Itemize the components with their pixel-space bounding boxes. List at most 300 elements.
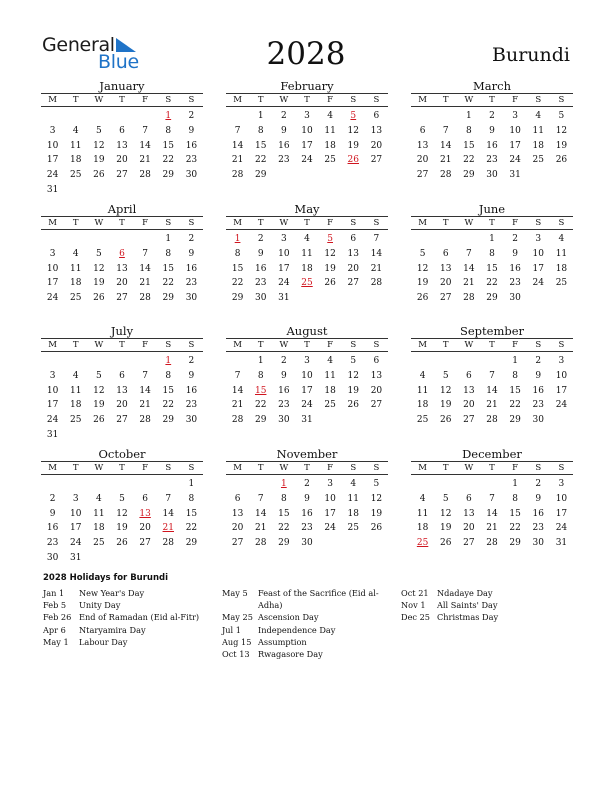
day-cell: 11	[324, 125, 336, 136]
day-cell: 3	[535, 234, 542, 244]
day-cell: 2	[188, 356, 195, 366]
day-cell: 31	[69, 552, 82, 563]
day-cell: 22	[162, 278, 174, 289]
weekday-label: T	[489, 463, 495, 473]
day-cell: 12	[347, 125, 359, 136]
day-cell: 11	[416, 385, 429, 396]
day-cell: 10	[324, 493, 336, 504]
day-cell: 7	[234, 125, 241, 136]
day-cell: 30	[185, 415, 198, 426]
day-cell: 20	[116, 400, 128, 411]
day-cell: 21	[231, 400, 244, 411]
day-cell: 21	[139, 400, 151, 411]
empty-cell	[434, 109, 457, 124]
day-cell: 11	[416, 508, 429, 519]
holiday-day-cell: 1	[234, 234, 241, 244]
day-cell: 7	[489, 370, 495, 381]
weekday-header	[41, 461, 203, 475]
day-cell: 25	[324, 400, 336, 411]
day-cell: 2	[188, 234, 195, 244]
empty-cell	[157, 477, 180, 492]
day-cell: 8	[512, 493, 518, 504]
day-cell: 10	[278, 248, 290, 259]
month-title: May	[294, 202, 320, 216]
holiday-day-cell: 1	[280, 479, 287, 489]
day-cell: 14	[139, 140, 151, 151]
day-cell: 28	[370, 278, 383, 289]
weekday-label: S	[165, 340, 172, 350]
holiday-date: Oct 21	[401, 588, 429, 598]
day-cell: 20	[370, 385, 383, 396]
day-cell: 29	[162, 415, 174, 426]
day-cell: 3	[280, 234, 287, 244]
weekday-label: T	[257, 340, 264, 350]
day-cell: 9	[49, 508, 56, 519]
weekday-label: W	[464, 218, 474, 228]
day-cell: 9	[489, 125, 495, 136]
day-cell: 14	[139, 385, 151, 396]
weekday-label: T	[304, 95, 310, 105]
day-cell: 4	[304, 234, 310, 244]
day-cell: 5	[419, 248, 426, 259]
day-cell: 17	[555, 508, 568, 519]
day-cell: 19	[93, 400, 105, 411]
weekday-label: W	[94, 340, 104, 350]
day-grid	[226, 475, 388, 551]
empty-cell	[134, 354, 157, 369]
day-cell: 10	[301, 125, 313, 136]
weekday-label: F	[327, 218, 334, 228]
holiday-day-cell: 5	[327, 234, 333, 244]
empty-cell	[411, 354, 434, 369]
weekday-label: S	[558, 218, 565, 228]
holiday-row	[222, 587, 379, 599]
day-cell: 9	[188, 125, 195, 136]
empty-cell	[457, 232, 480, 247]
day-cell: 18	[324, 140, 336, 151]
month-title: April	[107, 202, 137, 216]
day-cell: 21	[139, 155, 151, 166]
day-cell: 14	[254, 508, 267, 519]
day-cell: 26	[439, 415, 452, 426]
weekday-label: T	[257, 218, 264, 228]
day-cell: 4	[535, 111, 542, 121]
weekday-label: S	[165, 463, 172, 473]
day-cell: 8	[165, 370, 172, 381]
day-cell: 25	[69, 415, 82, 426]
day-cell: 19	[439, 400, 452, 411]
empty-cell	[434, 477, 457, 492]
weekday-label: M	[418, 95, 427, 105]
holiday-day-cell: 26	[347, 155, 359, 166]
day-cell: 20	[416, 155, 429, 166]
day-cell: 7	[142, 248, 148, 259]
day-cell: 24	[278, 278, 290, 289]
day-cell: 12	[116, 508, 128, 519]
day-cell: 14	[370, 248, 383, 259]
day-cell: 9	[280, 125, 287, 136]
day-cell: 29	[509, 538, 521, 549]
weekday-label: T	[304, 463, 310, 473]
day-cell: 6	[119, 125, 125, 136]
day-cell: 1	[165, 234, 172, 244]
day-cell: 19	[116, 523, 128, 534]
holiday-name: Christmas Day	[437, 612, 499, 623]
day-cell: 4	[327, 356, 333, 366]
holiday-date: Apr 6	[43, 624, 66, 635]
day-cell: 15	[162, 140, 174, 151]
day-cell: 19	[347, 385, 359, 396]
day-cell: 15	[486, 263, 498, 274]
day-cell: 14	[486, 508, 498, 519]
weekday-label: W	[464, 463, 474, 473]
day-cell: 23	[486, 155, 498, 166]
weekday-label: T	[72, 218, 79, 228]
empty-cell	[41, 232, 64, 247]
day-cell: 7	[142, 370, 148, 381]
day-cell: 16	[185, 385, 198, 396]
weekday-label: S	[373, 340, 380, 350]
day-cell: 16	[532, 385, 544, 396]
empty-cell	[249, 477, 272, 492]
day-cell: 23	[185, 278, 198, 289]
weekday-label: W	[279, 340, 289, 350]
day-cell: 2	[512, 234, 518, 244]
day-cell: 2	[280, 356, 287, 366]
day-cell: 8	[257, 125, 264, 136]
holiday-date: Feb 26	[43, 612, 72, 623]
day-cell: 6	[465, 493, 472, 504]
day-cell: 30	[509, 293, 521, 304]
day-cell: 5	[558, 111, 565, 121]
day-cell: 6	[465, 370, 472, 381]
day-cell: 17	[532, 263, 544, 274]
day-cell: 23	[301, 523, 313, 534]
day-cell: 16	[185, 140, 198, 151]
day-cell: 24	[301, 400, 313, 411]
weekday-label: M	[418, 463, 427, 473]
day-cell: 15	[185, 508, 198, 519]
weekday-label: S	[373, 218, 380, 228]
month-june	[411, 202, 573, 306]
weekday-label: T	[72, 95, 79, 105]
day-cell: 9	[535, 370, 542, 381]
weekday-label: M	[48, 463, 57, 473]
holiday-name: Rwagasore Day	[258, 649, 323, 660]
empty-cell	[457, 354, 480, 369]
day-cell: 1	[512, 356, 518, 366]
holiday-row	[222, 599, 379, 611]
day-cell: 15	[463, 140, 475, 151]
weekday-label: F	[512, 218, 519, 228]
weekday-label: T	[119, 218, 125, 228]
day-cell: 6	[234, 493, 241, 504]
holiday-day-cell: 15	[254, 385, 267, 396]
empty-cell	[134, 232, 157, 247]
day-cell: 28	[231, 170, 244, 181]
day-cell: 12	[324, 248, 336, 259]
holiday-day-cell: 1	[165, 356, 172, 366]
weekday-label: S	[350, 340, 357, 350]
day-cell: 19	[370, 508, 383, 519]
empty-cell	[134, 109, 157, 124]
day-cell: 21	[254, 523, 267, 534]
weekday-label: T	[442, 95, 449, 105]
weekday-label: S	[535, 95, 542, 105]
holiday-row	[222, 636, 379, 648]
day-cell: 11	[69, 385, 82, 396]
day-cell: 2	[489, 111, 495, 121]
holiday-date: May 25	[222, 612, 253, 623]
holiday-name: Feast of the Sacrifice (Eid al-	[258, 588, 379, 598]
holiday-row	[401, 599, 498, 611]
holiday-row	[43, 599, 199, 611]
holiday-date: Nov 1	[401, 600, 426, 611]
day-cell: 21	[486, 523, 498, 534]
day-cell: 19	[416, 278, 429, 289]
weekday-label: T	[489, 95, 495, 105]
month-title: October	[98, 447, 146, 461]
month-title: February	[280, 79, 334, 93]
day-cell: 24	[555, 400, 568, 411]
day-cell: 31	[555, 538, 568, 549]
day-cell: 6	[419, 125, 426, 136]
weekday-label: T	[119, 340, 125, 350]
weekday-label: W	[464, 340, 474, 350]
empty-cell	[110, 477, 133, 492]
day-cell: 6	[442, 248, 449, 259]
weekday-label: S	[350, 95, 357, 105]
day-cell: 16	[509, 263, 521, 274]
day-cell: 30	[254, 293, 267, 304]
weekday-header	[41, 216, 203, 230]
holiday-date: May 5	[222, 588, 248, 598]
month-title: March	[473, 79, 511, 93]
day-cell: 25	[555, 278, 568, 289]
weekday-label: M	[233, 218, 242, 228]
weekday-label: M	[233, 340, 242, 350]
holiday-name: Labour Day	[79, 636, 128, 647]
holiday-day-cell: 5	[350, 111, 357, 121]
day-cell: 2	[280, 111, 287, 121]
day-cell: 17	[324, 508, 336, 519]
weekday-header	[411, 93, 573, 107]
day-cell: 11	[555, 248, 568, 259]
day-grid	[41, 475, 203, 566]
day-cell: 10	[301, 370, 313, 381]
day-cell: 10	[46, 140, 59, 151]
day-cell: 21	[370, 263, 383, 274]
day-cell: 4	[95, 493, 102, 504]
day-cell: 4	[327, 111, 333, 121]
day-cell: 19	[324, 263, 336, 274]
holiday-date: Dec 25	[401, 612, 431, 623]
empty-cell	[434, 232, 457, 247]
day-cell: 22	[162, 400, 174, 411]
day-cell: 29	[254, 170, 267, 181]
month-september	[411, 324, 573, 428]
day-cell: 14	[231, 140, 244, 151]
holiday-row	[401, 611, 498, 623]
day-cell: 7	[373, 234, 380, 244]
day-cell: 2	[535, 479, 542, 489]
day-cell: 17	[301, 140, 313, 151]
day-cell: 3	[72, 493, 79, 504]
weekday-label: F	[512, 340, 519, 350]
day-cell: 15	[509, 385, 521, 396]
day-cell: 5	[442, 493, 449, 504]
day-cell: 24	[46, 415, 59, 426]
day-cell: 14	[162, 508, 174, 519]
day-cell: 18	[532, 140, 544, 151]
day-cell: 28	[486, 415, 498, 426]
day-cell: 20	[463, 400, 475, 411]
day-cell: 31	[509, 170, 521, 181]
day-cell: 16	[532, 508, 544, 519]
day-cell: 11	[301, 248, 313, 259]
day-cell: 7	[165, 493, 172, 504]
holiday-row	[222, 648, 379, 660]
day-cell: 3	[558, 356, 565, 366]
day-cell: 22	[162, 155, 174, 166]
holiday-day-cell: 21	[162, 523, 174, 534]
day-cell: 12	[370, 493, 383, 504]
holiday-name: End of Ramadan (Eid al-Fitr)	[79, 612, 200, 623]
day-cell: 16	[254, 263, 267, 274]
day-cell: 2	[49, 493, 56, 504]
empty-cell	[457, 477, 480, 492]
day-cell: 3	[327, 479, 333, 489]
weekday-label: S	[535, 463, 542, 473]
weekday-label: W	[94, 95, 104, 105]
day-cell: 2	[188, 111, 195, 121]
day-cell: 23	[278, 400, 290, 411]
holiday-row	[222, 611, 379, 623]
day-cell: 20	[116, 278, 128, 289]
day-cell: 28	[231, 415, 244, 426]
day-cell: 18	[93, 523, 105, 534]
holiday-row	[401, 587, 498, 599]
weekday-label: S	[373, 463, 380, 473]
day-cell: 1	[188, 479, 195, 489]
empty-cell	[226, 109, 249, 124]
empty-cell	[411, 109, 434, 124]
day-cell: 13	[116, 263, 128, 274]
day-cell: 5	[95, 248, 102, 259]
day-cell: 28	[439, 170, 452, 181]
country-name: Burundi	[492, 44, 570, 66]
day-cell: 26	[324, 278, 336, 289]
day-cell: 10	[555, 370, 568, 381]
holiday-date: Oct 13	[222, 649, 250, 660]
day-cell: 31	[46, 429, 59, 440]
weekday-header	[226, 93, 388, 107]
weekday-header	[411, 338, 573, 352]
day-cell: 17	[46, 278, 59, 289]
day-cell: 8	[257, 370, 264, 381]
holiday-day-cell: 1	[165, 111, 172, 121]
day-cell: 29	[509, 415, 521, 426]
holiday-name: All Saints' Day	[437, 600, 498, 611]
day-cell: 10	[69, 508, 82, 519]
day-cell: 3	[512, 111, 518, 121]
day-cell: 23	[185, 400, 198, 411]
day-cell: 30	[185, 170, 198, 181]
day-cell: 25	[416, 415, 429, 426]
day-cell: 30	[532, 415, 544, 426]
day-cell: 7	[489, 493, 495, 504]
day-cell: 25	[324, 155, 336, 166]
empty-cell	[411, 477, 434, 492]
day-cell: 10	[532, 248, 544, 259]
day-cell: 25	[69, 293, 82, 304]
day-cell: 1	[512, 479, 518, 489]
day-cell: 17	[278, 263, 290, 274]
day-cell: 25	[347, 523, 359, 534]
month-title: November	[276, 447, 338, 461]
day-cell: 12	[347, 370, 359, 381]
weekday-label: T	[442, 340, 449, 350]
day-cell: 13	[231, 508, 244, 519]
day-cell: 22	[254, 400, 267, 411]
weekday-label: T	[257, 463, 264, 473]
weekday-label: S	[535, 218, 542, 228]
day-cell: 3	[558, 479, 565, 489]
day-cell: 29	[162, 170, 174, 181]
day-cell: 30	[278, 415, 290, 426]
day-cell: 11	[324, 370, 336, 381]
day-cell: 12	[93, 263, 105, 274]
day-cell: 9	[512, 248, 518, 259]
day-cell: 5	[442, 370, 449, 381]
day-cell: 27	[116, 293, 128, 304]
day-cell: 14	[231, 385, 244, 396]
holiday-date: Feb 5	[43, 600, 67, 611]
weekday-label: T	[72, 463, 79, 473]
weekday-label: F	[327, 95, 334, 105]
day-cell: 4	[350, 479, 357, 489]
weekday-label: W	[279, 463, 289, 473]
day-cell: 28	[463, 293, 475, 304]
day-cell: 17	[555, 385, 568, 396]
holiday-column	[43, 587, 199, 648]
day-grid	[411, 230, 573, 306]
day-cell: 12	[416, 263, 429, 274]
month-title: June	[478, 202, 506, 216]
weekday-label: M	[48, 95, 57, 105]
month-november	[226, 447, 388, 551]
weekday-label: F	[512, 95, 519, 105]
day-cell: 4	[419, 493, 426, 504]
day-cell: 19	[93, 278, 105, 289]
month-title: August	[286, 324, 328, 338]
day-cell: 16	[301, 508, 313, 519]
day-cell: 12	[93, 385, 105, 396]
day-cell: 24	[532, 278, 544, 289]
day-cell: 26	[370, 523, 383, 534]
day-cell: 11	[347, 493, 359, 504]
day-cell: 27	[116, 415, 128, 426]
day-cell: 11	[532, 125, 544, 136]
day-cell: 27	[463, 415, 475, 426]
day-cell: 29	[231, 293, 244, 304]
day-cell: 30	[532, 538, 544, 549]
day-cell: 24	[509, 155, 521, 166]
day-cell: 18	[324, 385, 336, 396]
day-cell: 5	[95, 370, 102, 381]
month-title: January	[99, 79, 145, 93]
day-grid	[41, 230, 203, 306]
